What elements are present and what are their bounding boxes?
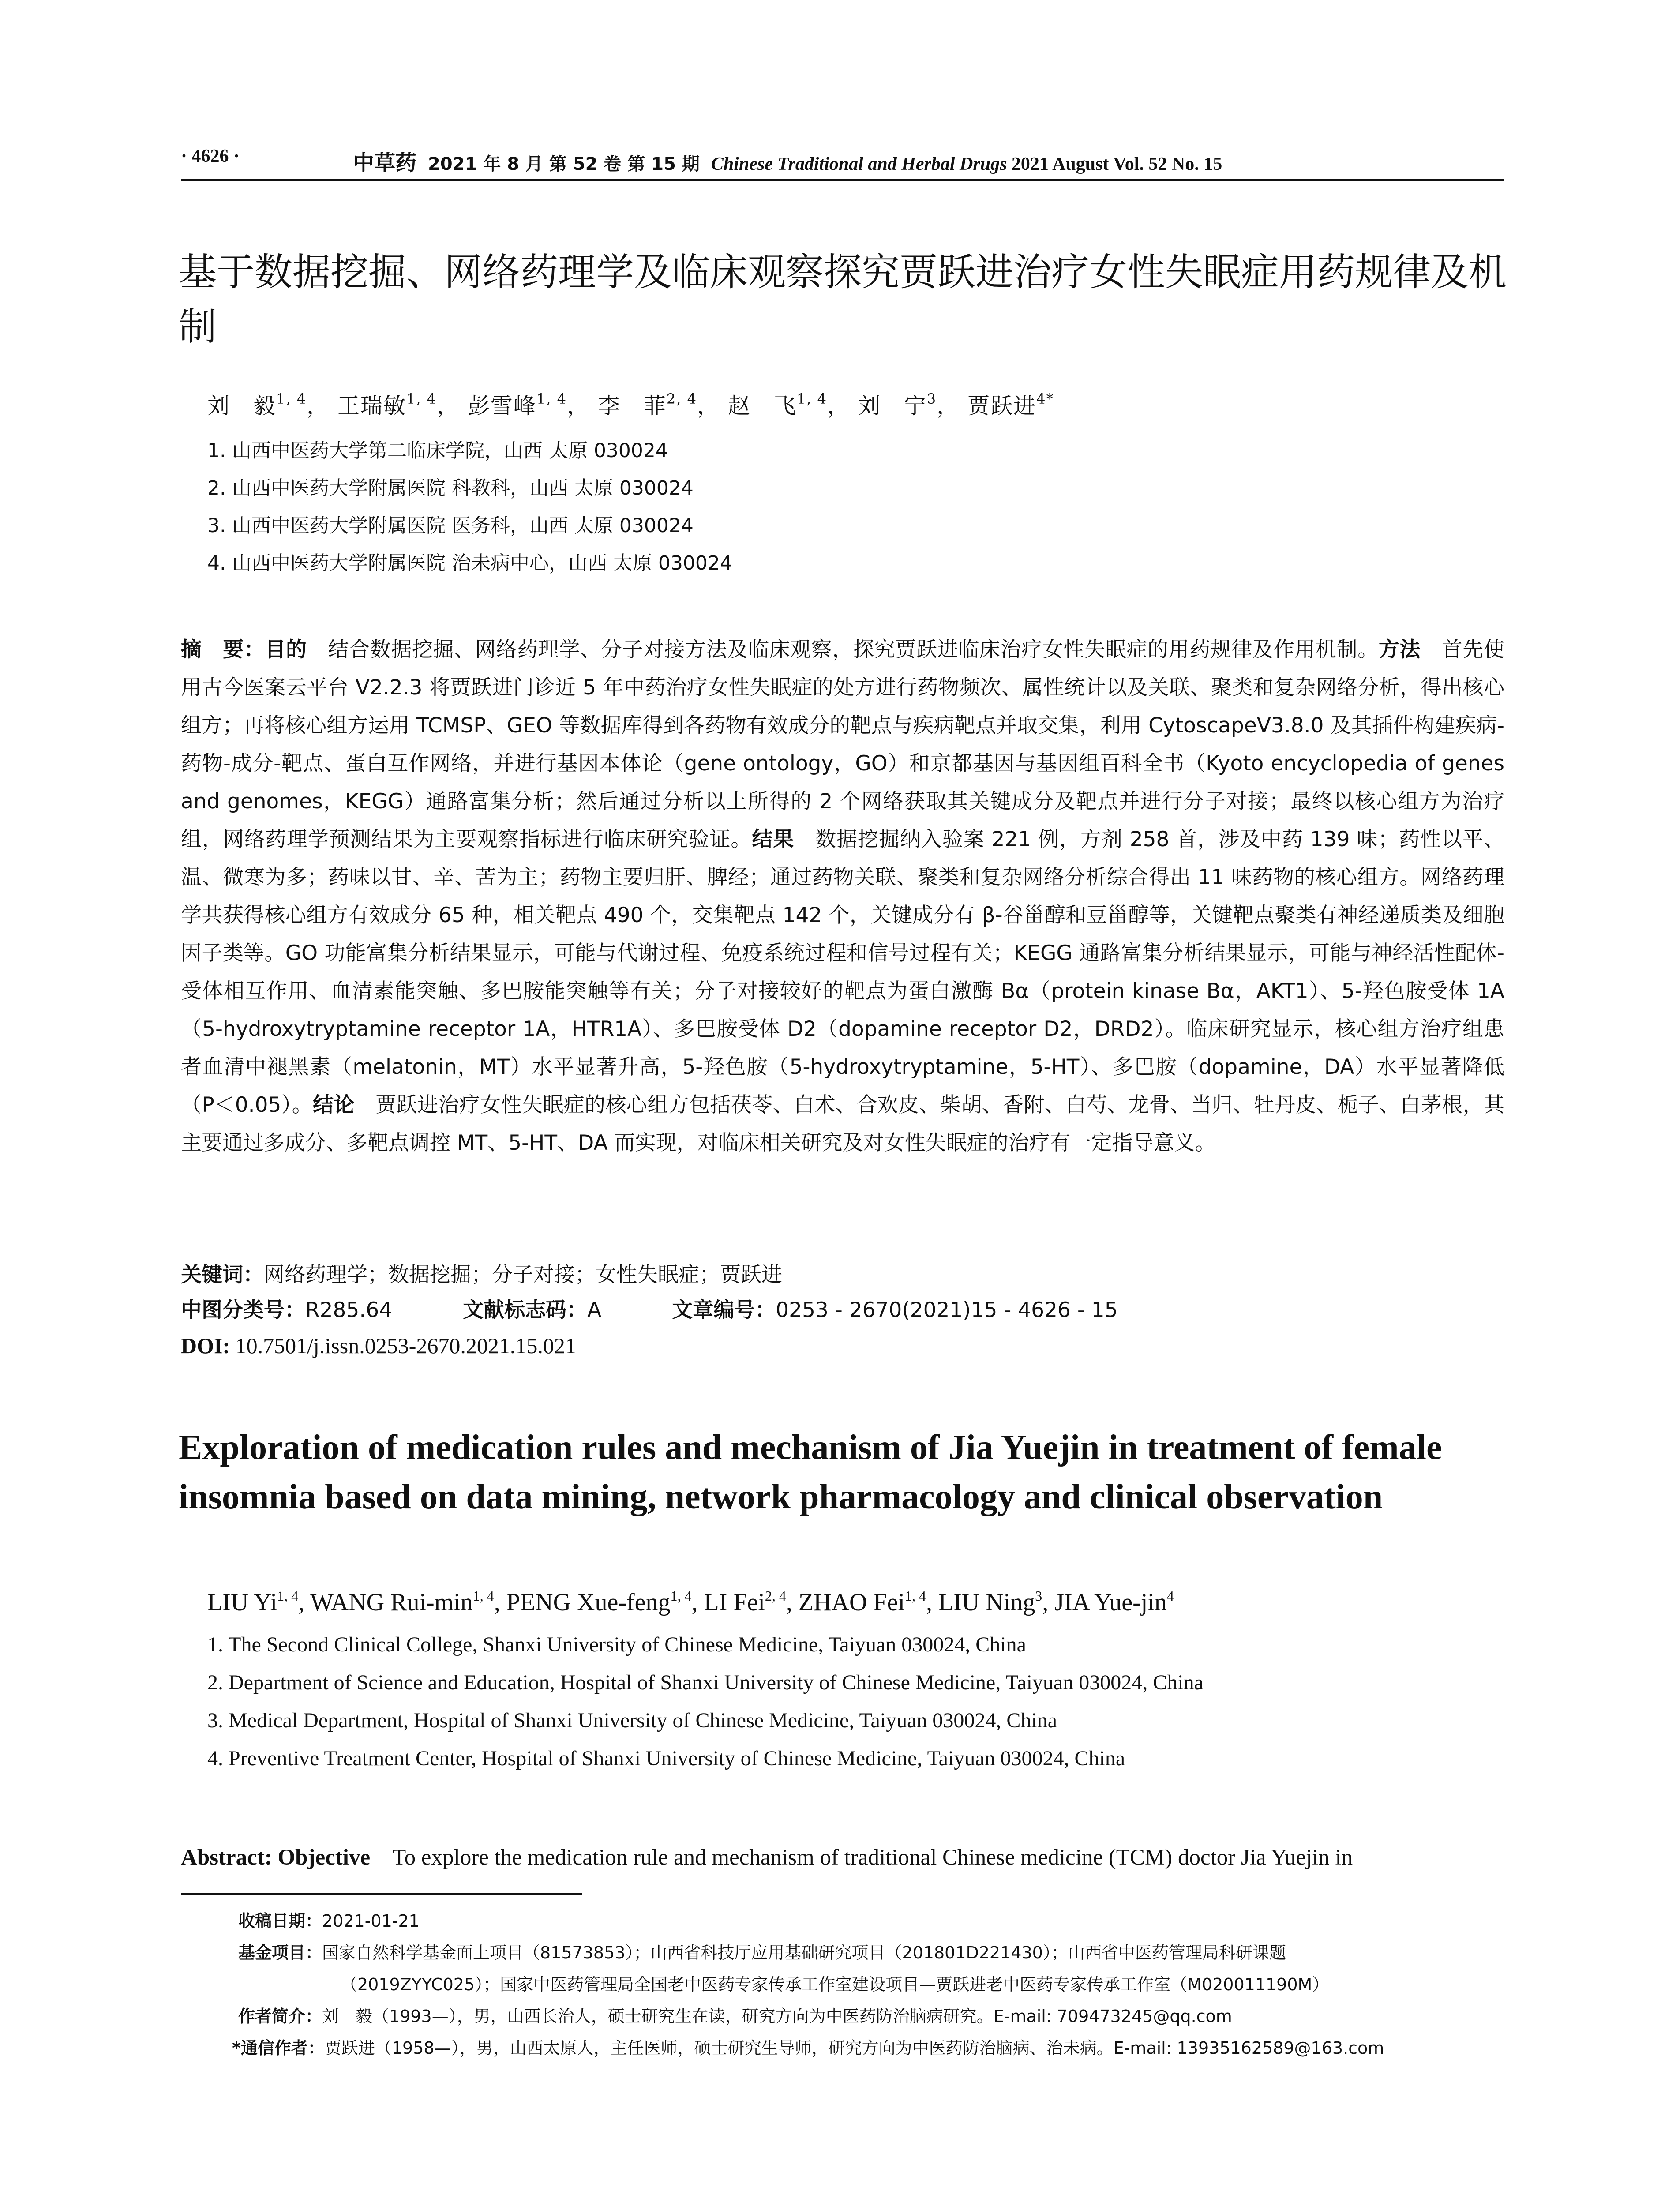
author-cn-corresponding: 贾跃进$^{4*}$ bbox=[968, 390, 1054, 419]
affiliation-en: 2. Department of Science and Education, Hospital of Shanxi University of Chinese Medicine, Taiyuan 030024, China bbox=[207, 1671, 1204, 1694]
authors-cn: 刘 毅$^{1, 4}$， 王瑞敏$^{1, 4}$， 彭雪峰$^{1, 4}$， 李 菲$^{2, 4}$， 赵 飞$^{1, 4}$， 刘 宁$^3$， 贾跃进$^{4*}$ bbox=[207, 390, 1054, 419]
author-cn: 王瑞敏$^{1, 4}$ bbox=[337, 390, 437, 419]
fund-info: 基金项目：国家自然科学基金面上项目（81573853）；山西省科技厅应用基础研究项目（201801D221430）；山西省中医药管理局科研课题 bbox=[238, 1943, 1286, 1962]
keywords bbox=[181, 1257, 1504, 1293]
affiliation-en: 4. Preventive Treatment Center, Hospital of Shanxi University of Chinese Medicine, Taiyuan 030024, China bbox=[207, 1747, 1125, 1770]
running-header bbox=[181, 146, 1504, 175]
author-en: JIA Yue-jin$^4$ bbox=[1054, 1588, 1174, 1616]
article-number-label: 文章编号： bbox=[672, 1298, 776, 1322]
footnote-rule bbox=[181, 1893, 582, 1895]
affiliation-en: 1. The Second Clinical College, Shanxi University of Chinese Medicine, Taiyuan 030024, China bbox=[207, 1633, 1026, 1656]
affiliation-cn: 2. 山西中医药大学附属医院 科教科，山西 太原 030024 bbox=[207, 477, 694, 499]
header-rule bbox=[181, 179, 1504, 181]
author-cn: 彭雪峰$^{1, 4}$ bbox=[467, 390, 567, 419]
affiliation-cn: 3. 山西中医药大学附属医院 医务科，山西 太原 030024 bbox=[207, 514, 694, 537]
authors-en: LIU Yi$^{1, 4}$, WANG Rui-$\min^{1, 4}$, PENG Xue-feng$^{1, 4}$, LI Fei$^{2, 4}$, ZHAO Fei$^{1, 4}$, LIU Ning$^3$, JIA Yue-jin$^4$ bbox=[207, 1588, 1174, 1616]
objective-label: 目的 bbox=[265, 638, 307, 662]
abstract-label: 摘 要： bbox=[181, 638, 265, 662]
objective-text: 结合数据挖掘、网络药理学、分子对接方法及临床观察，探究贾跃进临床治疗女性失眠症的用药规律及作用机制。 bbox=[328, 638, 1379, 662]
methods-text: 首先使用古今医案云平台 V2.2.3 将贾跃进门诊近 5 年中药治疗女性失眠症的处方进行药物频次、属性统计以及关联、聚类和复杂网络分析，得出核心组方；再将核心组方运用 TCMSP、GEO 等数据库得到各药物有效成分的靶点与疾病靶点并取交集，利用 CytoscapeV3.8.0 及其插件构建疾病-药物-成分-靶点、蛋白互作网络，并进行基因本体论（gene ontology，GO）和京都基因与基因组百科全书（Kyoto encyclopedia of genes and genomes，KEGG）通路富集分析；然后通过分析以上所得的 2 个网络获取其关键成分及靶点并进行分子对接；最终以核心组方为治疗组，网络药理学预测结果为主要观察指标进行临床研究验证。 bbox=[181, 638, 1505, 852]
journal-name-en: Chinese Traditional and Herbal Drugs bbox=[711, 154, 1007, 174]
footnotes bbox=[232, 1905, 1509, 2064]
keywords-text: 网络药理学；数据挖掘；分子对接；女性失眠症；贾跃进 bbox=[264, 1263, 782, 1287]
author-en: LIU Ning$^3$ bbox=[938, 1588, 1042, 1616]
clc-value: R285.64 bbox=[305, 1298, 393, 1322]
clc-label: 中图分类号： bbox=[181, 1298, 305, 1322]
methods-label: 方法 bbox=[1378, 638, 1421, 662]
author-cn: 刘 宁$^3$ bbox=[858, 390, 937, 419]
title-en: Exploration of medication rules and mechanism of Jia Yuejin in treatment of female insomnia based on data mining, network pharmacology and clinical observation bbox=[179, 1428, 1442, 1516]
author-cn: 赵 飞$^{1, 4}$ bbox=[728, 390, 827, 419]
abstract-cn bbox=[181, 631, 1504, 1162]
page-number: · 4626 · bbox=[181, 146, 240, 166]
journal-citation bbox=[353, 146, 1222, 176]
classification bbox=[181, 1293, 1504, 1328]
issue-cn: 2021 年 8 月 第 52 卷 第 15 期 bbox=[428, 154, 700, 174]
author-bio: 作者简介：刘 毅（1993—），男，山西长治人，硕士研究生在读，研究方向为中医药防治脑病研究。E-mail: 709473245@qq.com bbox=[238, 2007, 1232, 2026]
conclusion-label: 结论 bbox=[313, 1093, 355, 1117]
corresponding-author: *通信作者：贾跃进（1958—），男，山西太原人，主任医师，硕士研究生导师，研究方向为中医药防治脑病、治未病。E-mail: 13935162589@163.com bbox=[232, 2038, 1384, 2058]
results-text: 数据挖掘纳入验案 221 例，方剂 258 首，涉及中药 139 味；药性以平、温、微寒为多；药味以甘、辛、苦为主；药物主要归肝、脾经；通过药物关联、聚类和复杂网络分析综合得出 11 味药物的核心组方。网络药理学共获得核心组方有效成分 65 种，相关靶点 490 个，交集靶点 142 个，关键成分有 β-谷甾醇和豆甾醇等，关键靶点聚类有神经递质类及细胞因子类等。GO 功能富集分析结果显示，可能与代谢过程、免疫系统过程和信号过程有关；KEGG 通路富集分析结果显示，可能与神经活性配体-受体相互作用、血清素能突触、多巴胺能突触等有关；分子对接较好的靶点为蛋白激酶 Bα（protein kinase Bα，AKT1）、5-羟色胺受体 1A（5-hydroxytryptamine receptor 1A，HTR1A）、多巴胺受体 D2（dopamine receptor D2，DRD2）。临床研究显示，核心组方治疗组患者血清中褪黑素（melatonin，MT）水平显著升高，5-羟色胺（5-hydroxytryptamine，5-HT）、多巴胺（dopamine，DA）水平显著降低（P＜0.05）。 bbox=[181, 827, 1505, 1117]
doi bbox=[181, 1328, 1504, 1363]
doc-code-label: 文献标志码： bbox=[463, 1298, 588, 1322]
title-cn: 基于数据挖掘、网络药理学及临床观察探究贾跃进治疗女性失眠症用药规律及机制 bbox=[179, 250, 1507, 349]
doc-code-value: A bbox=[587, 1298, 602, 1322]
affiliation-en: 3. Medical Department, Hospital of Shanxi University of Chinese Medicine, Taiyuan 030024, China bbox=[207, 1709, 1058, 1732]
doi-label: DOI: bbox=[181, 1333, 230, 1358]
fund-info-continued: （2019ZYYC025）；国家中医药管理局全国老中医药专家传承工作室建设项目—贾跃进老中医药专家传承工作室（M020011190M） bbox=[341, 1975, 1329, 1994]
author-en: WANG Rui-$\min^{1, 4}$ bbox=[310, 1588, 494, 1616]
author-en: LI Fei$^{2, 4}$ bbox=[704, 1588, 786, 1616]
affiliation-cn: 4. 山西中医药大学附属医院 治未病中心，山西 太原 030024 bbox=[207, 552, 732, 574]
abstract-en-text: To explore the medication rule and mechanism of traditional Chinese medicine (TCM) doctor Jia Yuejin in bbox=[392, 1845, 1353, 1870]
journal-name-cn: 中草药 bbox=[353, 150, 417, 175]
author-cn: 刘 毅$^{1, 4}$ bbox=[207, 390, 307, 419]
author-en: PENG Xue-feng$^{1, 4}$ bbox=[506, 1588, 692, 1616]
abstract-en bbox=[181, 1842, 1504, 1873]
received-date: 收稿日期：2021-01-21 bbox=[238, 1911, 420, 1931]
results-label: 结果 bbox=[752, 827, 795, 852]
issue-en: 2021 August Vol. 52 No. 15 bbox=[1011, 154, 1222, 174]
author-en: ZHAO Fei$^{1, 4}$ bbox=[798, 1588, 926, 1616]
author-en: LIU Yi$^{1, 4}$ bbox=[207, 1588, 299, 1616]
author-cn: 李 菲$^{2, 4}$ bbox=[597, 390, 697, 419]
keywords-label: 关键词： bbox=[181, 1263, 264, 1287]
doi-value[interactable]: 10.7501/j.issn.0253-2670.2021.15.021 bbox=[235, 1333, 576, 1358]
abstract-en-label: Abstract: Objective bbox=[181, 1845, 371, 1870]
article-number-value: 0253 - 2670(2021)15 - 4626 - 15 bbox=[776, 1298, 1118, 1322]
conclusion-text: 贾跃进治疗女性失眠症的核心组方包括茯苓、白术、合欢皮、柴胡、香附、白芍、龙骨、当归、牡丹皮、栀子、白茅根，其主要通过多成分、多靶点调控 MT、5-HT、DA 而实现，对临床相关研究及对女性失眠症的治疗有一定指导意义。 bbox=[181, 1093, 1505, 1155]
affiliation-cn: 1. 山西中医药大学第二临床学院，山西 太原 030024 bbox=[207, 439, 668, 462]
